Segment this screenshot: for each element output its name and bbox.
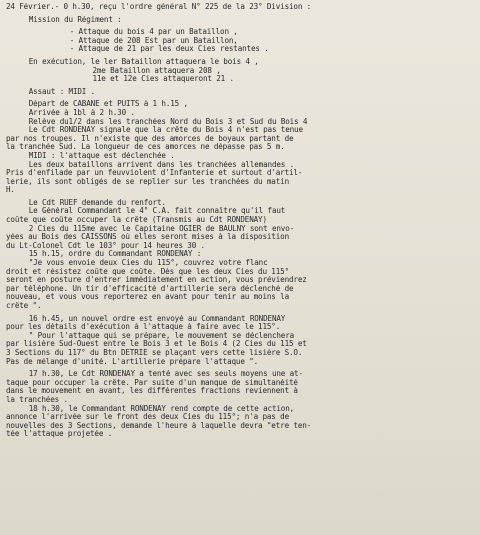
document-line: du Lt-Colonel Cdt le 103° pour 14 heures 30 . — [6, 241, 205, 250]
document-line: Le Cdt RONDENAY signale que la crête du Bois 4 n'est pas tenue — [28, 126, 303, 135]
document-line: la tranchées . — [6, 395, 68, 404]
document-line: " Pour l'attaque qui se prépare, le mouvement se déclenchera — [28, 331, 295, 340]
document-line: par nos troupes. Il n'existe que des amorces de boyaux partant de — [6, 134, 294, 143]
document-line: Départ de CABANE et PUITS à 1 h.15 , — [28, 100, 188, 109]
document-line: Relève du1/2 dans les tranchées Nord du Bois 3 et Sud du Bois 4 — [28, 117, 308, 126]
document-line: - Attaque de 21 par les deux Cies restantes . — [69, 45, 269, 54]
document-line: droit et résistez coûte que coûte. Dès que les deux Cies du 115° — [6, 267, 289, 276]
document-line: Pas de mélange d'unité. L'artillerie prépare l'attaque ". — [6, 357, 259, 366]
document-line: Pris d'enfilade par un feuvviolent d'Infanterie et surtout d'artil- — [6, 169, 303, 178]
document-line: 15 h.15, ordre du Commandant RONDENAY : — [28, 250, 202, 259]
document-line: Le Cdt RUEF demande du renfort. — [28, 198, 166, 207]
document-line: 18 h.30, le Commandant RONDENAY rend compte de cette action, — [28, 404, 295, 413]
document-line: coûte que coûte occuper la crête (Transmis au Cdt RONDENAY) — [6, 216, 267, 225]
document-line: nouveau, et vous vous reporterez en avant pour tenir au moins la — [6, 293, 289, 302]
document-line: Le Général Commandant le 4° C.A. fait connaître qu'il faut — [28, 207, 286, 216]
document-line: - Attaque de 208 Est par un Bataillon, — [69, 36, 238, 45]
document-line: H. — [6, 186, 15, 195]
document-line: annonce l'arrivée sur le front des deux Cies du 115°; n'a pas de — [6, 413, 289, 422]
document-line: dans le mouvement en avant, les différentes fractions reviennent à — [6, 387, 298, 396]
document-line: 3 Sections du 117° du Btn DETRIE se plaçant vers cette lisière S.O. — [6, 348, 303, 357]
document-line: - Attaque du bois 4 par un Bataillon , — [69, 28, 238, 37]
document-line: 11e et 12e Cies attaqueront 21 . — [92, 75, 234, 84]
document-line: 2me Bataillon attaquera 208 , — [92, 66, 221, 75]
document-line: par lisière Sud-Ouest entre le Bois 3 et le Bois 4 (2 Cies du 115 et — [6, 340, 307, 349]
document-line: Les deux bataillons arrivent dans les tranchées allemandes . — [28, 160, 295, 169]
document-line: Arrivée à 1bl à 2 h.30 . — [28, 108, 135, 117]
document-line: Mission du Régiment : — [28, 15, 122, 24]
document-line: MIDI : l'attaque est déclenchée . — [28, 151, 175, 160]
document-line: crête ". — [6, 302, 42, 310]
document-line: lerie, ils sont obligés de se replier sur les tranchées du matin — [6, 177, 289, 186]
document-line: yées au Bois des CAISSONS où elles seront mises à la disposition — [6, 233, 289, 242]
document-line: taque pour occuper la crête. Par suite d'un manque de simultanéité — [6, 378, 298, 387]
document-line: 24 Février.- 0 h.30, reçu l'ordre général N° 225 de la 23° Division : — [6, 3, 312, 11]
document-line: Assaut : MIDI . — [28, 87, 96, 96]
document-line: la tranchée Sud. La longueur de ces amorces ne dépasse pas 5 m. — [6, 143, 285, 152]
document-line: 16 h.45, un nouvel ordre est envoyé au Commandant RONDENAY — [28, 314, 286, 323]
document-line: seront en posture d'entrer immédiatement en action, vous préviendrez — [6, 276, 307, 285]
document-line: pour les détails d'exécution à l'attaque à faire avec le 115°. — [6, 323, 281, 332]
document-line: tée l'attaque projetée . — [6, 430, 113, 439]
document-line: 2 Cies du 115me avec le Capitaine OGIER de BAULNY sont envo- — [28, 224, 295, 233]
document-line: "Je vous envoie deux Cies du 115°, couvrez votre flanc — [28, 259, 268, 268]
document-line: 17 h.30, Le Cdt RONDENAY a tenté avec ses seuls moyens une at- — [28, 370, 303, 379]
document-line: par téléphone. Un tir d'efficacité d'artillerie sera déclenché de — [6, 284, 294, 293]
document-line: En exécution, le ler Bataillon attaquera le bois 4 , — [28, 57, 259, 66]
document-line: nouvelles des 3 Sections, demande l'heure à laquelle devra "etre ten- — [6, 421, 312, 430]
